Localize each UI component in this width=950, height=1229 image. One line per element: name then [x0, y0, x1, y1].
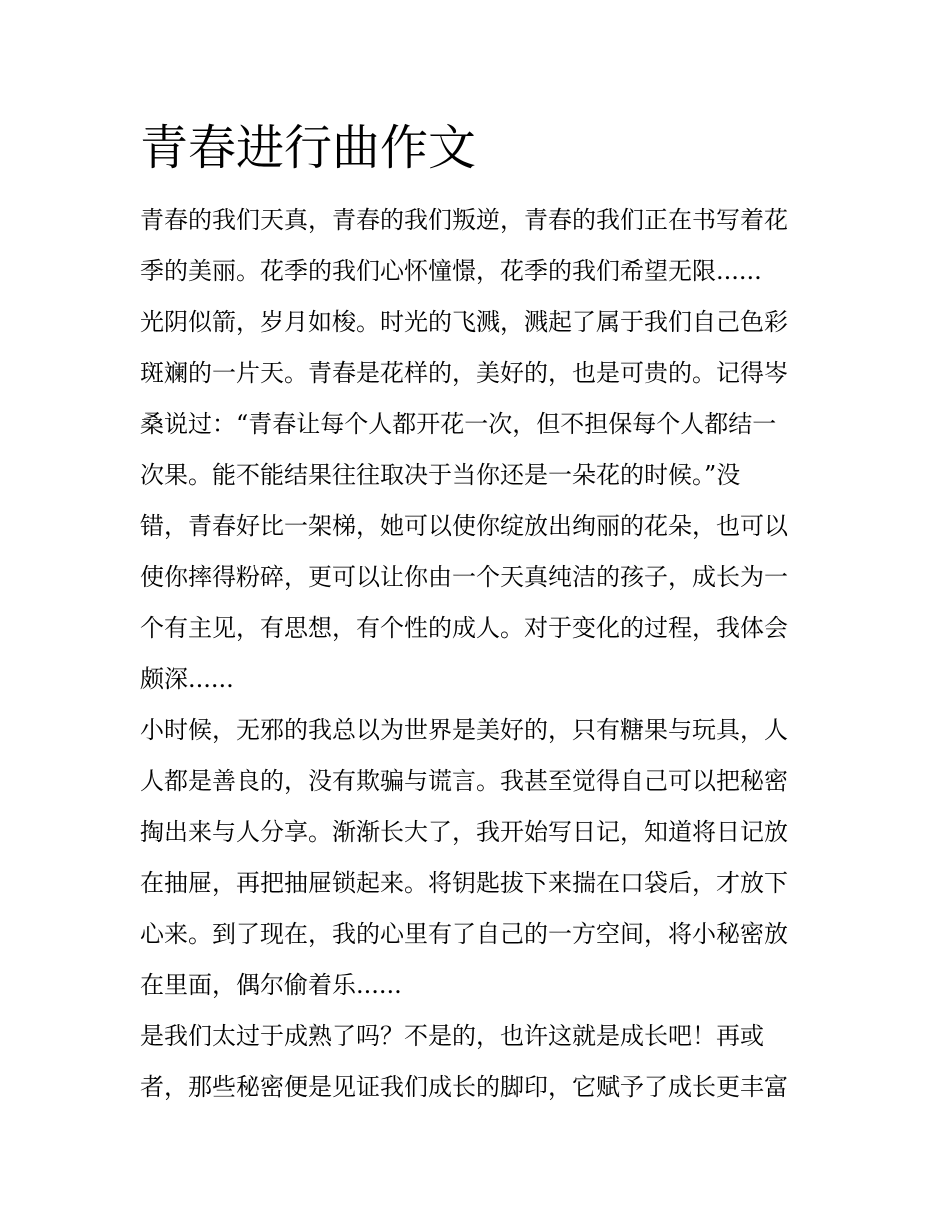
text-line: 斑斓的一片天。青春是花样的，美好的，也是可贵的。记得岑 [140, 359, 788, 387]
text-line: 桑说过：“青春让每个人都开花一次，但不担保每个人都结一 [140, 410, 777, 438]
document-title: 青春进行曲作文 [140, 120, 477, 176]
text-line: 个有主见，有思想，有个性的成人。对于变化的过程，我体会 [140, 614, 788, 642]
text-line: 光阴似箭，岁月如梭。时光的飞溅，溅起了属于我们自己色彩 [140, 308, 788, 336]
text-line: 心来。到了现在，我的心里有了自己的一方空间，将小秘密放 [140, 920, 788, 948]
text-line: 在里面，偶尔偷着乐...... [140, 971, 402, 999]
text-line: 是我们太过于成熟了吗？不是的，也许这就是成长吧！再或 [140, 1022, 764, 1050]
text-line: 季的美丽。花季的我们心怀憧憬，花季的我们希望无限...... [140, 257, 762, 285]
text-line: 青春的我们天真，青春的我们叛逆，青春的我们正在书写着花 [140, 206, 788, 234]
text-line: 掏出来与人分享。渐渐长大了，我开始写日记，知道将日记放 [140, 818, 788, 846]
text-line: 小时候，无邪的我总以为世界是美好的，只有糖果与玩具，人 [140, 716, 788, 744]
text-line: 者，那些秘密便是见证我们成长的脚印，它赋予了成长更丰富 [140, 1073, 788, 1101]
text-line: 次果。能不能结果往往取决于当你还是一朵花的时候。”没 [140, 461, 741, 489]
text-line: 在抽屉，再把抽屉锁起来。将钥匙拔下来揣在口袋后，才放下 [140, 869, 788, 897]
text-line: 使你摔得粉碎，更可以让你由一个天真纯洁的孩子，成长为一 [140, 563, 788, 591]
text-line: 颇深...... [140, 665, 234, 693]
text-line: 人都是善良的，没有欺骗与谎言。我甚至觉得自己可以把秘密 [140, 767, 788, 795]
text-line: 错，青春好比一架梯，她可以使你绽放出绚丽的花朵，也可以 [140, 512, 788, 540]
